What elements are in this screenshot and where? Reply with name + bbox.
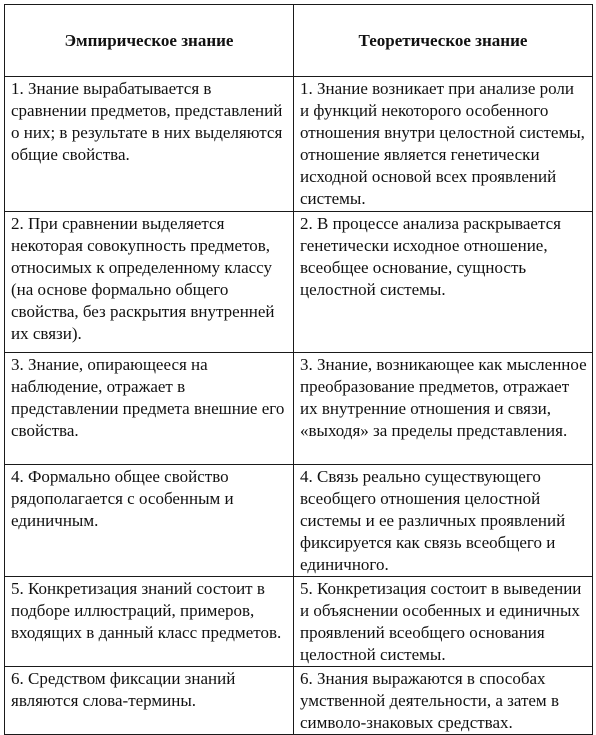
comparison-table	[4, 4, 593, 735]
cell-empirical: 2. При сравнении выделяется некоторая совокупность предметов, относимых к определенному классу (на основе формально общего свойства, без раскрытия внутренней их связи).	[5, 212, 294, 353]
table-row	[5, 577, 593, 667]
table-header	[5, 5, 593, 77]
cell-theoretical: 1. Знание возникает при анализе роли и функций некоторого особенного отношения внутри целостной системы, отношение является генетически исходной основой всех проявлений системы.	[294, 77, 593, 212]
table-body	[5, 77, 593, 735]
header-row	[5, 5, 593, 77]
cell-empirical: 1. Знание вырабатывается в сравнении предметов, представлений о них; в результате в них выделяются общие свойства.	[5, 77, 294, 212]
table-row	[5, 212, 593, 353]
cell-theoretical: 4. Связь реально существующего всеобщего отношения целостной системы и ее различных проявлений фиксируется как связь всеобщего и единичного.	[294, 465, 593, 577]
table-row	[5, 465, 593, 577]
cell-theoretical: 2. В процессе анализа раскрывается генетически исходное отношение, всеобщее основание, сущность целостной системы.	[294, 212, 593, 353]
table-row	[5, 77, 593, 212]
cell-theoretical: 6. Знания выражаются в способах умственной деятельности, а затем в символо-знаковых средствах.	[294, 667, 593, 735]
table-row	[5, 667, 593, 735]
cell-theoretical: 3. Знание, возникающее как мысленное преобразование предметов, отражает их внутренние отношения и связи, «выходя» за пределы представления.	[294, 353, 593, 465]
header-theoretical: Теоретическое знание	[294, 5, 593, 77]
cell-empirical: 5. Конкретизация знаний состоит в подборе иллюстраций, примеров, входящих в данный класс предметов.	[5, 577, 294, 667]
table-row	[5, 353, 593, 465]
header-empirical: Эмпирическое знание	[5, 5, 294, 77]
cell-empirical: 3. Знание, опирающееся на наблюдение, отражает в представлении предмета внешние его свойства.	[5, 353, 294, 465]
cell-empirical: 6. Средством фиксации знаний являются слова-термины.	[5, 667, 294, 735]
cell-theoretical: 5. Конкретизация состоит в выведении и объяснении особенных и единичных проявлений всеобщего основания целостной системы.	[294, 577, 593, 667]
cell-empirical: 4. Формально общее свойство рядополагается с особенным и единичным.	[5, 465, 294, 577]
